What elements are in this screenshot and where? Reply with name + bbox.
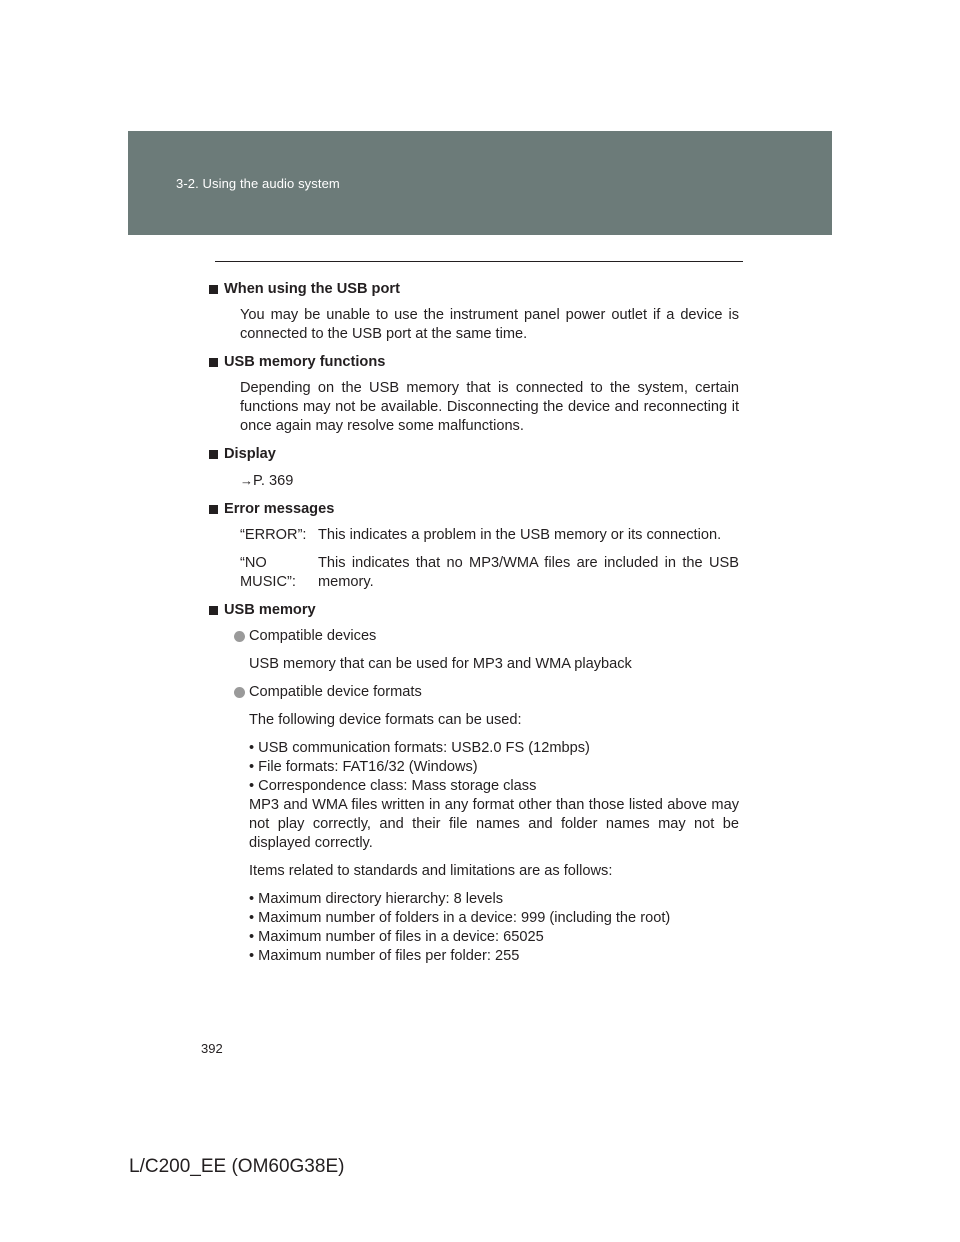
display-ref-text: P. 369 <box>253 473 294 489</box>
document-footer-code: L/C200_EE (OM60G38E) <box>129 1156 345 1177</box>
compatible-devices-label: Compatible devices <box>249 628 377 644</box>
error-code: “ERROR”: <box>240 527 307 543</box>
circle-bullet-icon <box>234 631 245 642</box>
limits-list-item: • Maximum number of files per folder: 255 <box>249 948 520 964</box>
error-description: This indicates that no MP3/WMA files are included in the USB memory. <box>318 555 739 590</box>
error-row <box>240 554 739 592</box>
square-bullet-icon <box>209 505 218 514</box>
errors-heading <box>208 500 739 519</box>
page-number: 392 <box>201 1041 223 1056</box>
page-content <box>224 280 739 975</box>
compatible-devices-text: USB memory that can be used for MP3 and WMA playback <box>249 656 632 672</box>
formats-intro: The following device formats can be used: <box>249 712 522 728</box>
compatible-formats-item <box>233 683 739 702</box>
usb-port-text: You may be unable to use the instrument panel power outlet if a device is connected to the USB port at the same time. <box>240 307 739 342</box>
errors-title: Error messages <box>224 501 335 517</box>
display-title: Display <box>224 446 276 462</box>
formats-list-item: • USB communication formats: USB2.0 FS (12mbps) <box>249 740 590 756</box>
usb-memory-title: USB memory <box>224 602 316 618</box>
limits-intro: Items related to standards and limitations are as follows: <box>249 863 613 879</box>
limits-list-item: • Maximum directory hierarchy: 8 levels <box>249 891 504 907</box>
square-bullet-icon <box>209 358 218 367</box>
usb-port-heading <box>208 280 739 299</box>
limits-list-item: • Maximum number of files in a device: 65025 <box>249 929 544 945</box>
error-code: “NO MUSIC”: <box>240 555 296 590</box>
circle-bullet-icon <box>234 687 245 698</box>
error-description: This indicates a problem in the USB memory or its connection. <box>318 527 722 543</box>
limits-list <box>249 890 739 966</box>
usb-functions-text: Depending on the USB memory that is connected to the system, certain functions may not be available. Disconnecting the device and reconnecting it once again may resolve some malfunctions. <box>240 380 739 434</box>
usb-functions-heading <box>208 353 739 372</box>
section-header-title: 3-2. Using the audio system <box>176 176 340 191</box>
formats-list-item: • Correspondence class: Mass storage class <box>249 778 537 794</box>
compatible-devices-item <box>233 627 739 646</box>
display-heading <box>208 445 739 464</box>
usb-functions-title: USB memory functions <box>224 354 386 370</box>
compatible-formats-label: Compatible device formats <box>249 684 422 700</box>
display-page-reference <box>240 471 739 491</box>
formats-block <box>249 739 739 853</box>
usb-memory-heading <box>208 601 739 620</box>
error-row <box>240 526 739 545</box>
header-rule <box>215 261 743 262</box>
usb-port-title: When using the USB port <box>224 281 400 297</box>
formats-list-item: • File formats: FAT16/32 (Windows) <box>249 759 478 775</box>
square-bullet-icon <box>209 606 218 615</box>
reference-arrow-icon: → <box>240 473 253 488</box>
limits-list-item: • Maximum number of folders in a device: 999 (including the root) <box>249 910 671 926</box>
formats-note: MP3 and WMA files written in any format other than those listed above may not play correctly, and their file names and folder names may not be displayed correctly. <box>249 797 739 851</box>
square-bullet-icon <box>209 450 218 459</box>
square-bullet-icon <box>209 285 218 294</box>
